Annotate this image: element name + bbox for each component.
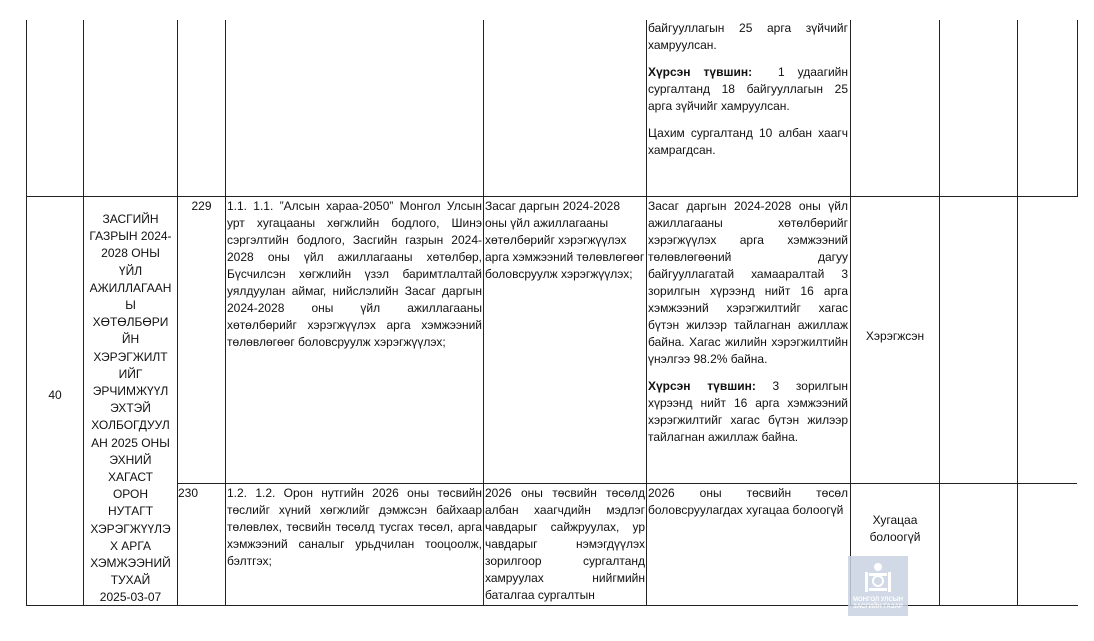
decision-line: Х АРГА [109,538,152,553]
row-229-status: Хэрэгжсэн [865,329,925,343]
row-229-measure: Засаг даргын 2024-2028 оны үйл ажиллагааны хөтөлбөрийг хэрэгжүүлэх арга хэмжээний төлөвлөгөөг боловсруулж хэрэгжүүлэх; [485,199,645,281]
top-result-line: хамруулсан. [648,38,717,52]
column-divider [177,20,178,606]
row-229-task: 1.1. 1.1. ”Алсын хараа-2050” Монгол Улсын урт хугацааны хөгжлийн бодлого, Шинэ сэргэлтийн бодлого, Засгийн газрын 2024-2028 оны үйл ажиллагааны хөтөлбөр, Бүсчилсэн хөгжлийн үзэл баримтлалтай уялдуулан аймаг, нийслэлийн Засаг даргын 2024-2028 оны үйл ажиллагааны хөтөлбөрийг хэрэгжүүлэх арга хэмжээний төлөвлөгөөг боловсруулж хэрэгжүүлэх; [227,199,482,349]
achieved-level-text: 3 зорилгын хүрээнд нийт 16 арга хэмжээний хэрэгжилтийг хагас бүтэн жилээр тайлагнан ажиллаж байна. [648,379,848,444]
table-border-bottom [26,605,1078,606]
emblem-text: ЗАСГИЙН ГАЗАР [853,604,903,610]
column-divider [483,20,484,606]
achieved-level-text: 1 удаагийн сургалтанд 18 байгууллагын 25 арга зүйчийг хамруулсан. [648,65,848,113]
row-230-result: 2026 оны төсвийн төсөл боловсруулагдах хугацаа болоогүй [648,486,848,517]
decision-line: АЖИЛЛАГААН [89,280,172,295]
decision-line: 2028 ОНЫ [101,246,160,261]
row-230-measure: 2026 оны төсвийн төсөлд албан хаагчдийн мэдлэг чавдарыг сайжруулах, ур чавдарыг нэмэгдүүлэх зорилгоор сургалтанд хамруулах нийгмийн баталгаа сургалтын [485,486,645,602]
row-divider [26,196,1078,197]
decision-line: НУТАГТ [107,504,154,519]
column-divider [646,20,647,606]
row-229-id: 229 [191,199,212,213]
table-border-left [26,20,27,606]
decision-line: 2025-03-07 [99,590,162,605]
decision-line: ТУХАЙ [110,573,151,588]
soyombo-icon [862,560,894,594]
decision-line: ЭРЧИМЖҮҮЛ [92,384,169,399]
achieved-level-label: Хүрсэн түвшин: [648,379,756,393]
top-result-cell [648,20,848,169]
decision-line: ЭХТЭЙ [110,401,151,416]
decision-line: ГАЗРЫН 2024- [89,229,172,244]
decision-line: ОРОН [112,487,149,502]
status-line: болоогүй [869,530,921,544]
decision-line: ИЙГ [118,366,143,381]
decision-line: ЙН [121,332,140,347]
row-230-id: 230 [178,486,199,500]
decision-title [84,211,177,607]
table-border-right [1077,20,1078,196]
decision-line: ХОЛБОГДУУЛ [91,418,170,433]
decision-line: АН 2025 ОНЫ [91,435,170,450]
digital-training-text: Цахим сургалтанд 10 албан хаагч хамрагдсан. [648,126,848,157]
achieved-level-label: Хүрсэн түвшин: [648,65,753,79]
decision-line: ҮЙЛ [118,263,143,278]
decision-line: ХЭРЭГЖҮҮЛЭ [90,521,171,536]
decision-line: ХАГАСТ [107,470,154,485]
status-line: Хугацаа [872,513,918,527]
decision-line: ХӨТӨЛБӨРИ [92,315,169,330]
top-result-line: байгууллагын 25 арга зүйчийг [648,21,848,35]
top-level-paragraph [648,64,848,115]
row-230-status [851,512,939,546]
decision-line: Ы [125,298,136,313]
row-divider [177,483,1077,484]
decision-line: ХЭМЖЭЭНИЙ [90,556,171,571]
row-229-result [648,198,848,446]
decision-line: ЗАСГИЙН [102,212,159,226]
column-divider [225,20,226,606]
decision-line: ЭХНИЙ [109,452,152,467]
row-230-task: 1.2. 1.2. Орон нутгийн 2026 оны төсвийн төслийг хүний хөгжлийг дэмжсэн байхаар төлөвлөх, төсвийн төсөлд тусгах төсөл, арга хэмжээний саналыг урьдчилан тооцоолж, бэлтгэх; [227,486,482,568]
row-number: 40 [48,388,62,402]
row-229-result-text: Засаг даргын 2024-2028 оны үйл ажиллагааны хөтөлбөрийг хэрэгжүүлэх арга хэмжээний төлөвлөгөөний дагуу байгууллагатай хамааралтай 3 зорилгын хүрээнд нийт 16 арга хэмжээний хэрэгжилтийг хагас бүтэн жилээр тайлагнан ажиллаж байна. Хагас жилийн хэрэгжилтийн үнэлгээ 98.2% байна. [648,199,848,366]
government-emblem-icon [848,556,908,616]
column-divider [1017,20,1018,606]
decision-line: ХЭРЭГЖИЛТ [93,349,168,364]
emblem-text: МОНГОЛ УЛСЫН [853,597,903,603]
column-divider [939,20,940,606]
row-229-level-paragraph [648,378,848,446]
